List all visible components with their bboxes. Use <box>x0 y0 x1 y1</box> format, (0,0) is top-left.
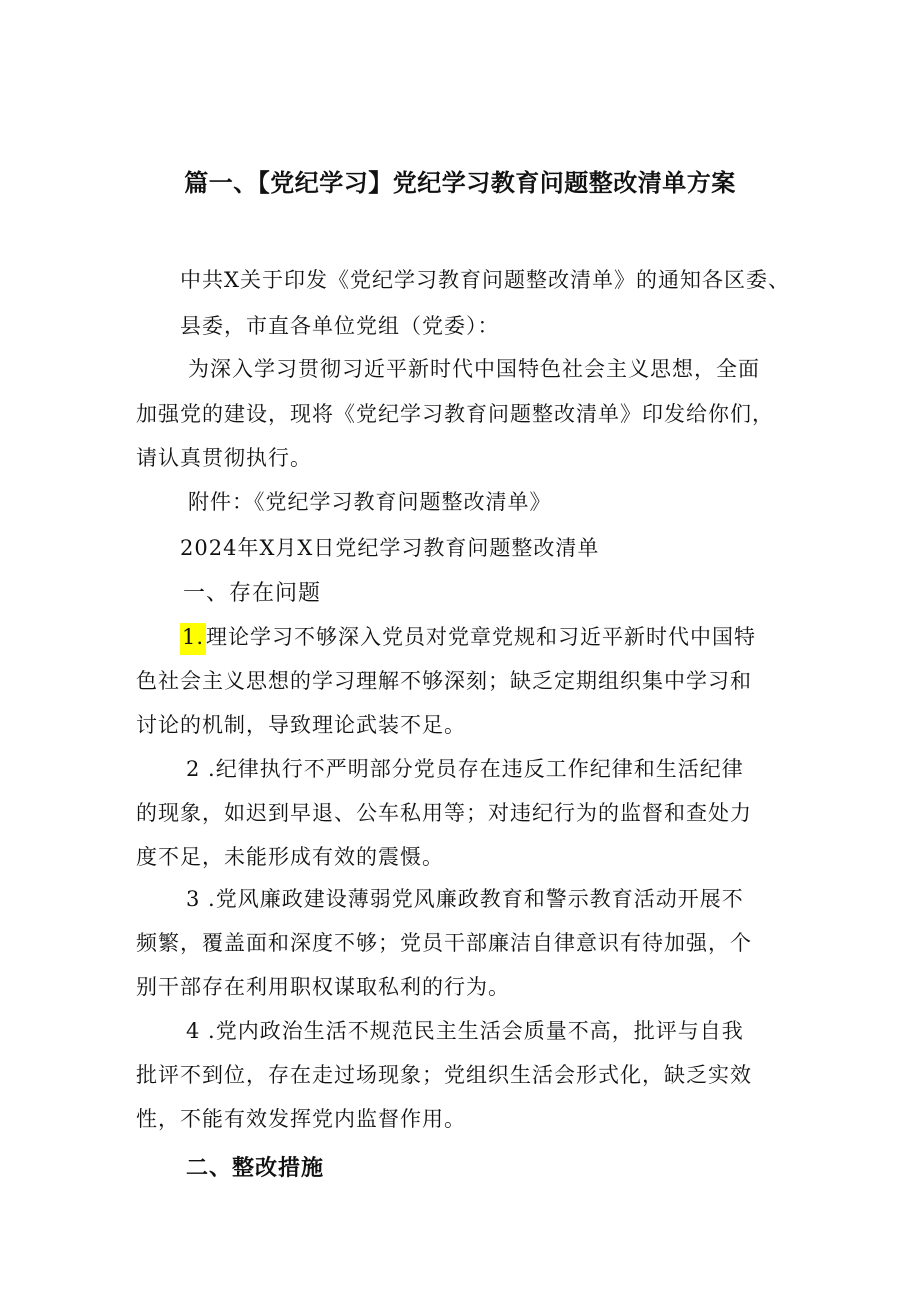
item1-number-highlight: 1. <box>180 623 206 655</box>
section-heading-measures: 二、整改措施 <box>186 1156 325 1181</box>
intro-line-2: 县委，市直各单位党组（党委）： <box>180 314 500 338</box>
para1-line-3: 请认真贯彻执行。 <box>136 446 312 470</box>
item2-line-1: 2 .纪律执行不严明部分党员存在违反工作纪律和生活纪律 <box>186 757 744 781</box>
item4-line-1: 4 .党内政治生活不规范民主生活会质量不高，批评与自我 <box>186 1019 744 1043</box>
item4-line-2: 批评不到位，存在走过场现象；党组织生活会形式化，缺乏实效 <box>136 1063 752 1087</box>
item1-line-2: 色社会主义思想的学习理解不够深刻；缺乏定期组织集中学习和 <box>136 669 752 693</box>
item1-line-3: 讨论的机制，导致理论武装不足。 <box>136 713 466 737</box>
attachment-line: 附件：《党纪学习教育问题整改清单》 <box>188 490 552 514</box>
document-title: 篇一、【党纪学习】党纪学习教育问题整改清单方案 <box>184 169 736 197</box>
item4-line-3: 性，不能有效发挥党内监督作用。 <box>136 1107 466 1131</box>
item3-line-2: 频繁，覆盖面和深度不够；党员干部廉洁自律意识有待加强，个 <box>136 931 752 955</box>
item1-line-1 <box>180 619 756 655</box>
item2-line-3: 度不足，未能形成有效的震慑。 <box>136 845 444 869</box>
date-line: 2024年X月X日党纪学习教育问题整改清单 <box>180 536 600 560</box>
item3-line-3: 别干部存在利用职权谋取私利的行为。 <box>136 975 510 999</box>
item3-line-1: 3 .党风廉政建设薄弱党风廉政教育和警示教育活动开展不 <box>186 887 744 911</box>
item2-line-2: 的现象，如迟到早退、公车私用等；对违纪行为的监督和查处力 <box>136 801 752 825</box>
section-heading-problems: 一、存在问题 <box>183 581 322 606</box>
item1-line-1-text: 理论学习不够深入党员对党章党规和习近平新时代中国特 <box>206 625 757 649</box>
para1-line-1: 为深入学习贯彻习近平新时代中国特色社会主义思想，全面 <box>188 357 760 381</box>
intro-line-1: 中共X关于印发《党纪学习教育问题整改清单》的通知各区委、 <box>180 268 790 292</box>
para1-line-2: 加强党的建设，现将《党纪学习教育问题整改清单》印发给你们， <box>136 402 774 426</box>
